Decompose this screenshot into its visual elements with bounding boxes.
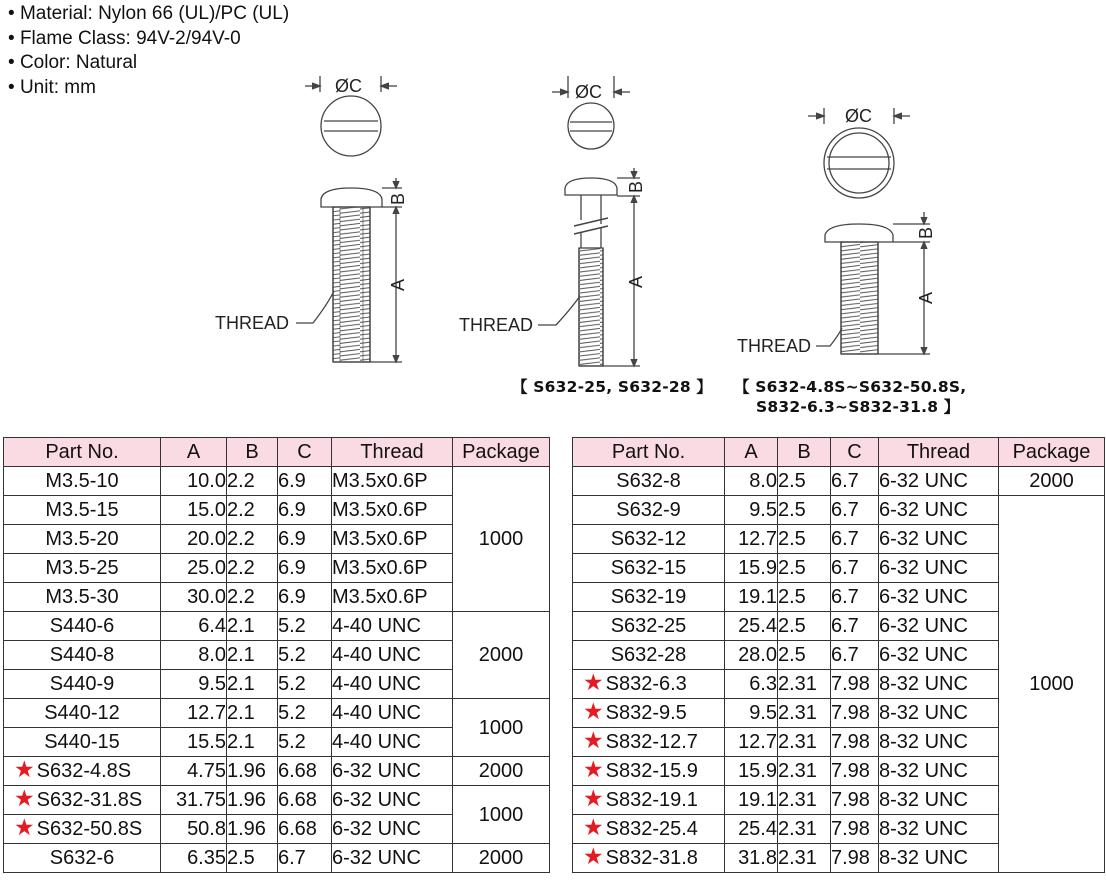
cell-part-no: ★ S832-19.1: [573, 786, 725, 815]
cell-thread: 8-32 UNC: [879, 757, 999, 786]
cell-b: 2.1: [227, 612, 278, 641]
parts-table-right: [572, 437, 1105, 873]
screw-drawing-s632s-s832: [737, 106, 936, 356]
dim-a-label: A: [626, 275, 646, 289]
cell-c: 7.98: [831, 699, 879, 728]
table-row: [4, 467, 550, 496]
cell-a: 25.4: [725, 815, 778, 844]
cell-thread: 6-32 UNC: [332, 786, 453, 815]
header-c: C: [831, 438, 879, 467]
cell-thread: 4-40 UNC: [332, 699, 453, 728]
dim-c-label: ØC: [335, 76, 362, 96]
cell-package: 2000: [999, 467, 1105, 496]
cell-package: 2000: [453, 844, 550, 873]
header-b: B: [778, 438, 831, 467]
spec-color: • Color: Natural: [8, 52, 138, 73]
caption-s632-25-28: 【 S632-25, S632-28 】: [512, 378, 713, 396]
cell-thread: 8-32 UNC: [879, 728, 999, 757]
cell-part-no: ★ S632-50.8S: [4, 815, 161, 844]
thread-label: THREAD: [215, 313, 290, 333]
cell-part-no: ★ S832-25.4: [573, 815, 725, 844]
cell-c: 6.7: [831, 554, 879, 583]
cell-c: 6.68: [278, 815, 332, 844]
cell-c: 7.98: [831, 844, 879, 873]
cell-b: 2.5: [778, 525, 831, 554]
cell-c: 6.7: [831, 525, 879, 554]
spec-material: • Material: Nylon 66 (UL)/PC (UL): [8, 3, 290, 24]
caption-s632s-line2: S832-6.3~S832-31.8 】: [756, 398, 960, 416]
cell-c: 6.68: [278, 786, 332, 815]
star-icon: ★: [583, 669, 604, 695]
cell-a: 30.0: [161, 583, 227, 612]
cell-thread: 4-40 UNC: [332, 728, 453, 757]
cell-b: 2.5: [778, 554, 831, 583]
cell-b: 2.5: [778, 467, 831, 496]
cell-thread: M3.5x0.6P: [332, 467, 453, 496]
cell-c: 6.9: [278, 525, 332, 554]
cell-part-no: ★ S832-31.8: [573, 844, 725, 873]
header-c: C: [278, 438, 332, 467]
cell-package: 1000: [453, 786, 550, 844]
table-row: [4, 757, 550, 786]
cell-thread: 4-40 UNC: [332, 641, 453, 670]
cell-c: 6.7: [831, 641, 879, 670]
cell-c: 6.7: [831, 583, 879, 612]
cell-c: 6.7: [831, 612, 879, 641]
cell-thread: 6-32 UNC: [879, 583, 999, 612]
cell-thread: 6-32 UNC: [332, 844, 453, 873]
cell-c: 7.98: [831, 786, 879, 815]
cell-part-no: ★ S832-6.3: [573, 670, 725, 699]
cell-part-no: S440-12: [4, 699, 161, 728]
cell-b: 2.5: [778, 612, 831, 641]
cell-b: 1.96: [227, 815, 278, 844]
cell-a: 31.8: [725, 844, 778, 873]
cell-a: 6.3: [725, 670, 778, 699]
header-a: A: [725, 438, 778, 467]
table-row: [4, 786, 550, 815]
cell-b: 2.2: [227, 467, 278, 496]
cell-part-no: ★ S832-15.9: [573, 757, 725, 786]
cell-thread: 8-32 UNC: [879, 670, 999, 699]
cell-package: 1000: [453, 467, 550, 612]
cell-part-no: M3.5-15: [4, 496, 161, 525]
dim-a-label: A: [916, 291, 936, 305]
cell-c: 6.9: [278, 554, 332, 583]
cell-a: 50.8: [161, 815, 227, 844]
cell-a: 15.5: [161, 728, 227, 757]
cell-c: 5.2: [278, 728, 332, 757]
cell-a: 25.0: [161, 554, 227, 583]
cell-b: 2.2: [227, 583, 278, 612]
cell-c: 5.2: [278, 641, 332, 670]
cell-part-no: S632-25: [573, 612, 725, 641]
cell-thread: 6-32 UNC: [879, 467, 999, 496]
cell-a: 25.4: [725, 612, 778, 641]
cell-part-no: M3.5-25: [4, 554, 161, 583]
star-icon: ★: [14, 814, 35, 840]
cell-thread: M3.5x0.6P: [332, 496, 453, 525]
cell-c: 6.9: [278, 467, 332, 496]
cell-part-no: ★ S832-12.7: [573, 728, 725, 757]
cell-b: 2.5: [227, 844, 278, 873]
cell-a: 20.0: [161, 525, 227, 554]
cell-part-no: S632-28: [573, 641, 725, 670]
cell-part-no: S440-8: [4, 641, 161, 670]
star-icon: ★: [14, 756, 35, 782]
cell-a: 19.1: [725, 786, 778, 815]
table-row: [4, 844, 550, 873]
table-row: [4, 612, 550, 641]
cell-b: 2.5: [778, 583, 831, 612]
cell-thread: 6-32 UNC: [332, 757, 453, 786]
cell-a: 12.7: [725, 525, 778, 554]
cell-part-no: S440-6: [4, 612, 161, 641]
star-icon: ★: [14, 785, 35, 811]
dim-c-label: ØC: [575, 82, 602, 102]
header-a: A: [161, 438, 227, 467]
star-icon: ★: [583, 727, 604, 753]
cell-thread: 4-40 UNC: [332, 612, 453, 641]
cell-part-no: S632-6: [4, 844, 161, 873]
cell-a: 9.5: [725, 699, 778, 728]
header-part-no: Part No.: [4, 438, 161, 467]
cell-b: 2.1: [227, 641, 278, 670]
cell-part-no: S632-19: [573, 583, 725, 612]
cell-thread: 8-32 UNC: [879, 815, 999, 844]
cell-a: 19.1: [725, 583, 778, 612]
dim-a-label: A: [388, 278, 408, 292]
header-b: B: [227, 438, 278, 467]
cell-thread: 6-32 UNC: [879, 641, 999, 670]
cell-part-no: S440-15: [4, 728, 161, 757]
cell-thread: 8-32 UNC: [879, 786, 999, 815]
cell-thread: M3.5x0.6P: [332, 525, 453, 554]
cell-b: 1.96: [227, 757, 278, 786]
screw-drawing-s632-25-28: [459, 76, 646, 366]
cell-a: 8.0: [725, 467, 778, 496]
cell-b: 2.2: [227, 554, 278, 583]
cell-a: 15.9: [725, 757, 778, 786]
cell-a: 6.4: [161, 612, 227, 641]
cell-part-no: M3.5-10: [4, 467, 161, 496]
table-row: [573, 467, 1105, 496]
cell-thread: M3.5x0.6P: [332, 554, 453, 583]
cell-thread: M3.5x0.6P: [332, 583, 453, 612]
cell-c: 6.7: [831, 496, 879, 525]
cell-b: 2.2: [227, 525, 278, 554]
cell-c: 5.2: [278, 612, 332, 641]
thread-label: THREAD: [459, 315, 534, 335]
cell-package: 1000: [999, 496, 1105, 873]
cell-a: 8.0: [161, 641, 227, 670]
cell-a: 10.0: [161, 467, 227, 496]
cell-part-no: S632-8: [573, 467, 725, 496]
cell-part-no: S632-15: [573, 554, 725, 583]
cell-c: 5.2: [278, 699, 332, 728]
cell-thread: 6-32 UNC: [879, 554, 999, 583]
star-icon: ★: [583, 756, 604, 782]
cell-a: 12.7: [725, 728, 778, 757]
cell-c: 6.9: [278, 583, 332, 612]
cell-c: 7.98: [831, 728, 879, 757]
cell-b: 2.31: [778, 786, 831, 815]
cell-package: 2000: [453, 757, 550, 786]
header-package: Package: [453, 438, 550, 467]
cell-b: 2.1: [227, 699, 278, 728]
header-package: Package: [999, 438, 1105, 467]
cell-part-no: ★ S832-9.5: [573, 699, 725, 728]
star-icon: ★: [583, 814, 604, 840]
cell-thread: 6-32 UNC: [879, 496, 999, 525]
cell-a: 15.0: [161, 496, 227, 525]
screw-drawings: [0, 0, 1106, 432]
cell-part-no: S632-9: [573, 496, 725, 525]
cell-a: 15.9: [725, 554, 778, 583]
cell-b: 2.31: [778, 728, 831, 757]
table-header-row: [573, 438, 1105, 467]
cell-a: 6.35: [161, 844, 227, 873]
cell-b: 2.31: [778, 815, 831, 844]
spec-unit: • Unit: mm: [8, 76, 96, 98]
cell-b: 2.5: [778, 496, 831, 525]
cell-a: 9.5: [725, 496, 778, 525]
star-icon: ★: [583, 698, 604, 724]
cell-b: 2.2: [227, 496, 278, 525]
cell-b: 2.31: [778, 699, 831, 728]
dim-b-label: B: [916, 226, 936, 240]
cell-b: 2.31: [778, 670, 831, 699]
cell-c: 6.9: [278, 496, 332, 525]
cell-thread: 6-32 UNC: [879, 525, 999, 554]
cell-b: 2.31: [778, 757, 831, 786]
spec-flame-class: • Flame Class: 94V-2/94V-0: [8, 27, 241, 49]
cell-c: 5.2: [278, 670, 332, 699]
thread-label: THREAD: [737, 336, 812, 356]
star-icon: ★: [583, 785, 604, 811]
cell-b: 2.31: [778, 844, 831, 873]
cell-thread: 8-32 UNC: [879, 844, 999, 873]
cell-c: 6.7: [278, 844, 332, 873]
parts-table-left: [3, 437, 550, 873]
cell-a: 31.75: [161, 786, 227, 815]
cell-part-no: ★ S632-31.8S: [4, 786, 161, 815]
cell-package: 1000: [453, 699, 550, 757]
cell-c: 6.68: [278, 757, 332, 786]
cell-c: 7.98: [831, 815, 879, 844]
dim-b-label: B: [626, 180, 646, 194]
header-thread: Thread: [332, 438, 453, 467]
header-thread: Thread: [879, 438, 999, 467]
cell-part-no: S440-9: [4, 670, 161, 699]
cell-b: 2.1: [227, 670, 278, 699]
cell-c: 7.98: [831, 757, 879, 786]
cell-thread: 8-32 UNC: [879, 699, 999, 728]
star-icon: ★: [583, 843, 604, 869]
cell-c: 6.7: [831, 467, 879, 496]
cell-a: 28.0: [725, 641, 778, 670]
caption-s632s-line1: 【 S632-4.8S~S632-50.8S,: [734, 378, 967, 396]
cell-a: 4.75: [161, 757, 227, 786]
cell-b: 1.96: [227, 786, 278, 815]
cell-part-no: M3.5-30: [4, 583, 161, 612]
header-part-no: Part No.: [573, 438, 725, 467]
cell-part-no: ★ S632-4.8S: [4, 757, 161, 786]
table-header-row: [4, 438, 550, 467]
cell-part-no: M3.5-20: [4, 525, 161, 554]
cell-b: 2.1: [227, 728, 278, 757]
table-row: [573, 496, 1105, 525]
cell-a: 9.5: [161, 670, 227, 699]
table-row: [4, 699, 550, 728]
dim-c-label: ØC: [845, 106, 872, 126]
cell-a: 12.7: [161, 699, 227, 728]
cell-package: 2000: [453, 612, 550, 699]
cell-thread: 6-32 UNC: [879, 612, 999, 641]
cell-c: 7.98: [831, 670, 879, 699]
cell-thread: 4-40 UNC: [332, 670, 453, 699]
cell-part-no: S632-12: [573, 525, 725, 554]
cell-b: 2.5: [778, 641, 831, 670]
cell-thread: 6-32 UNC: [332, 815, 453, 844]
screw-drawing-m35: [215, 76, 408, 362]
dim-b-label: B: [388, 192, 408, 206]
